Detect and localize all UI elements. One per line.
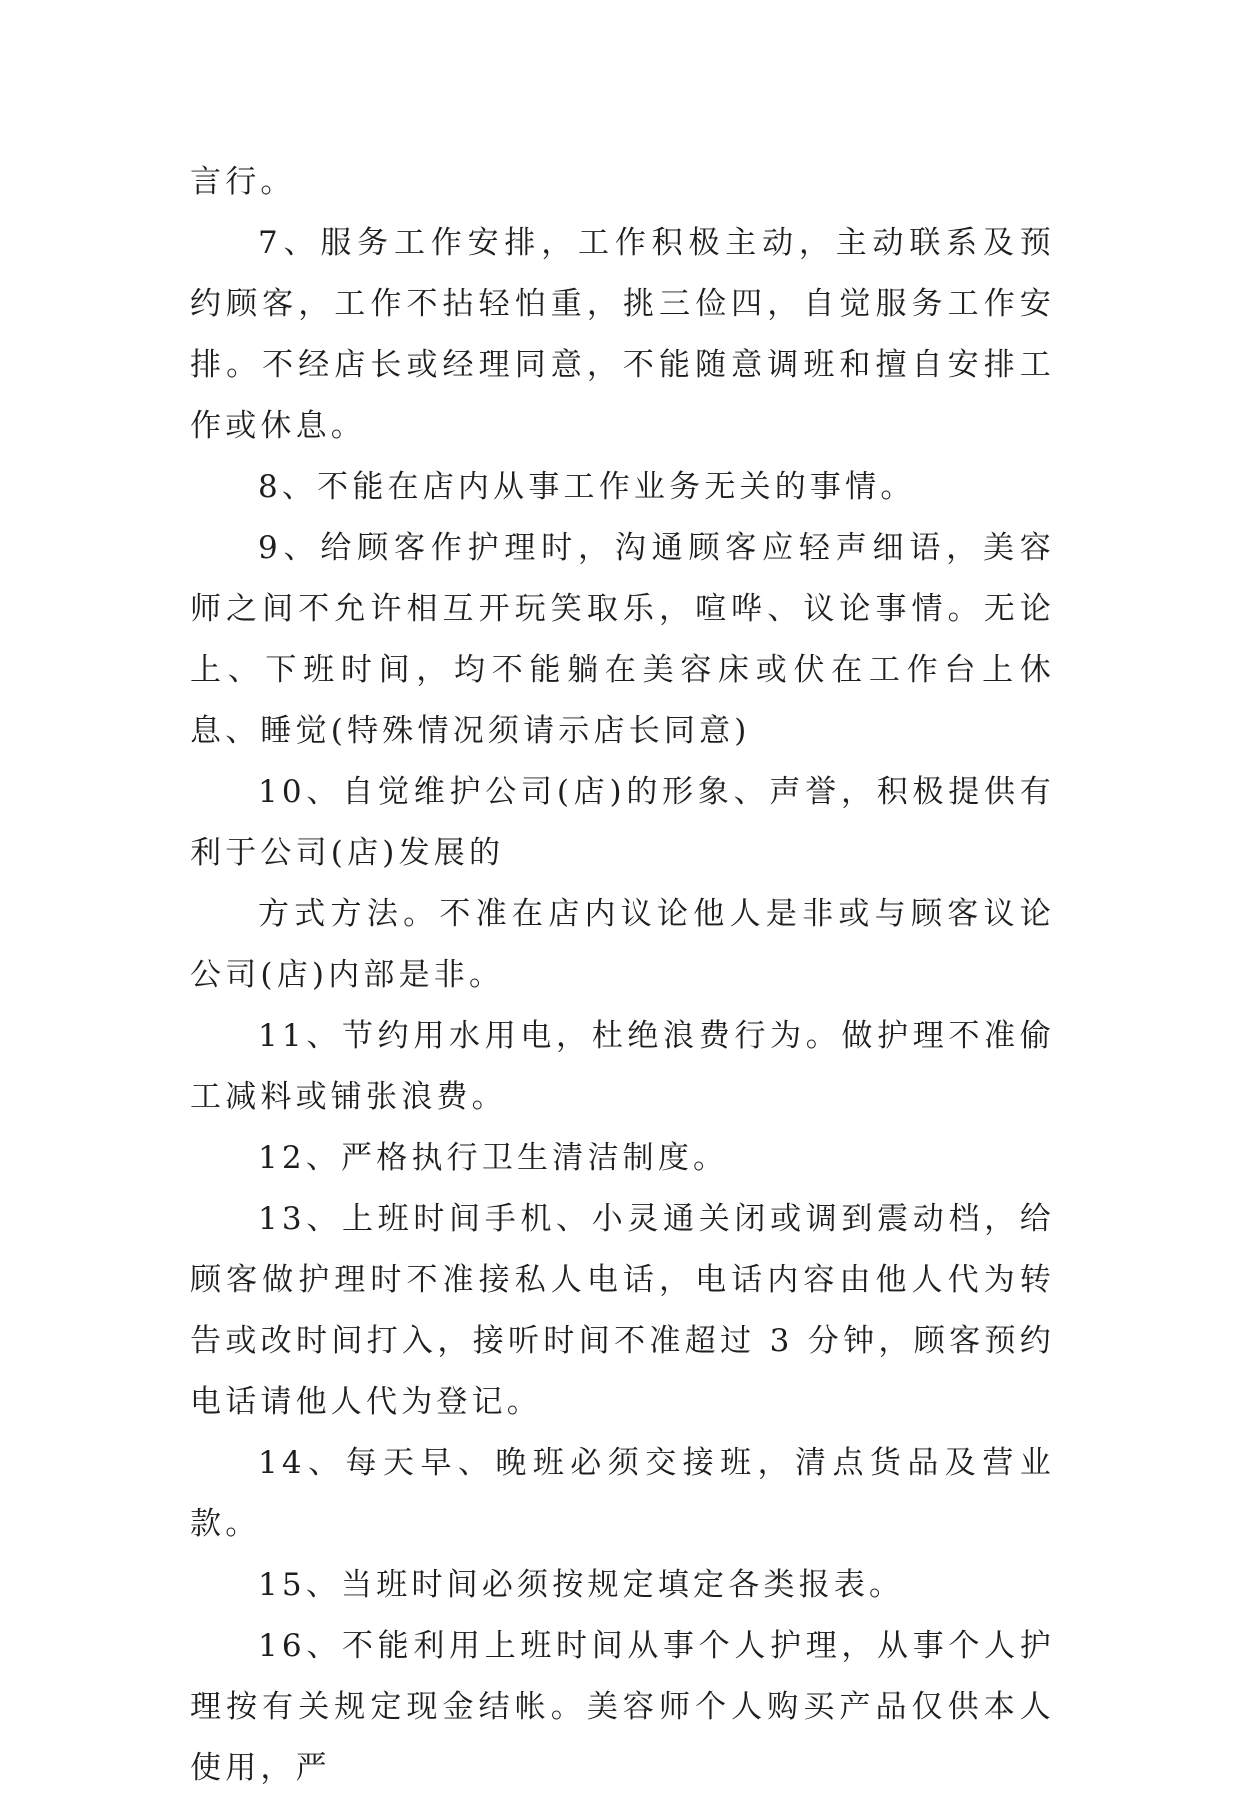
paragraph-rule-15: 15、当班时间必须按规定填定各类报表。 bbox=[258, 1567, 905, 1603]
paragraph-rule-10-continued: 方式方法。不准在店内议论他人是非或与顾客议论公司(店)内部是非。 bbox=[190, 896, 1055, 993]
paragraph-rule-8: 8、不能在店内从事工作业务无关的事情。 bbox=[258, 469, 916, 505]
paragraph-rule-11: 11、节约用水用电，杜绝浪费行为。做护理不准偷工减料或铺张浪费。 bbox=[190, 1018, 1055, 1115]
paragraph-rule-7: 7、服务工作安排，工作积极主动，主动联系及预约顾客，工作不拈轻怕重，挑三俭四，自觉服务工作安排。不经店长或经理同意，不能随意调班和擅自安排工作或休息。 bbox=[190, 225, 1055, 444]
paragraph-rule-12: 12、严格执行卫生清洁制度。 bbox=[258, 1140, 729, 1176]
paragraph-rule-13: 13、上班时间手机、小灵通关闭或调到震动档，给顾客做护理时不准接私人电话，电话内容由他人代为转告或改时间打入，接听时间不准超过 3 分钟，顾客预约电话请他人代为登记。 bbox=[190, 1201, 1055, 1420]
paragraph-rule-14: 14、每天早、晚班必须交接班，清点货品及营业款。 bbox=[190, 1445, 1055, 1542]
paragraph-rule-10: 10、自觉维护公司(店)的形象、声誉，积极提供有利于公司(店)发展的 bbox=[190, 774, 1055, 871]
document-body bbox=[190, 152, 1055, 1799]
paragraph-continuation: 言行。 bbox=[190, 164, 296, 200]
paragraph-rule-9: 9、给顾客作护理时，沟通顾客应轻声细语，美容师之间不允许相互开玩笑取乐，喧哗、议论事情。无论上、下班时间，均不能躺在美容床或伏在工作台上休息、睡觉(特殊情况须请示店长同意) bbox=[190, 530, 1055, 749]
paragraph-rule-16: 16、不能利用上班时间从事个人护理，从事个人护理按有关规定现金结帐。美容师个人购买产品仅供本人使用，严 bbox=[190, 1628, 1055, 1786]
